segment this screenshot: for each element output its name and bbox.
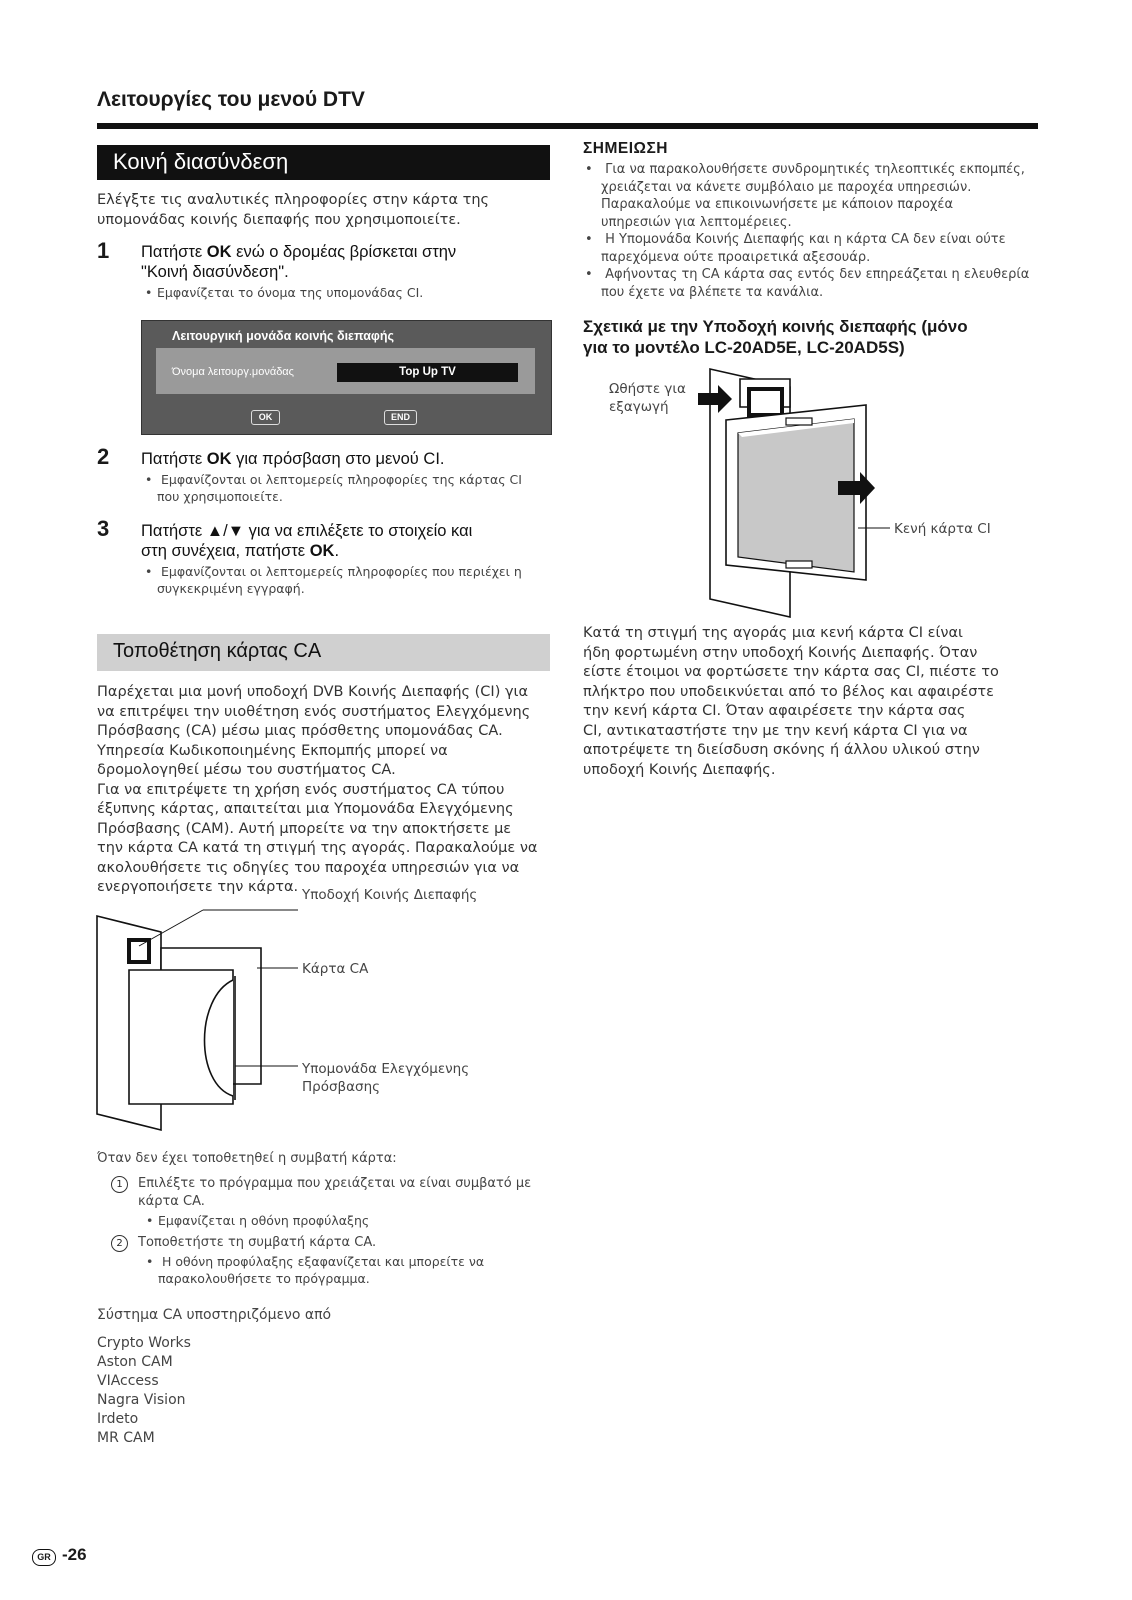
note-line: παρεχόμενα ούτε προαιρετικά αξεσουάρ. bbox=[601, 249, 871, 265]
item2-bullet bbox=[142, 1253, 568, 1287]
note-line: Παρακαλούμε να επικοινωνήσετε με κάποιον παροχέα bbox=[601, 197, 954, 212]
language-badge: GR bbox=[32, 1549, 56, 1566]
module-name-value: Top Up TV bbox=[337, 363, 518, 382]
label-ca-card: Κάρτα CA bbox=[302, 961, 369, 977]
ca-system-item: Irdeto bbox=[97, 1411, 139, 1427]
step-text-part: ενώ ο δρομέας βρίσκεται στην bbox=[231, 243, 457, 261]
bullet-line: συγκεκριμένη εγγραφή. bbox=[157, 581, 305, 596]
step-number: 1 bbox=[97, 238, 110, 263]
para-line: δρομολογηθεί μέσω του συστήματος CA. bbox=[97, 762, 396, 778]
step3-bullet bbox=[141, 563, 577, 597]
label-line: Υπομονάδα Ελεγχόμενης bbox=[302, 1061, 470, 1077]
ca-card-illustration bbox=[95, 908, 300, 1133]
blank-ci-card-illustration bbox=[690, 365, 905, 620]
para-line: Υπηρεσία Κωδικοποιημένης Εκπομπής μπορεί να bbox=[97, 742, 448, 759]
para-line: ακολουθήσετε τις οδηγίες του παροχέα υπηρεσιών για να bbox=[97, 859, 520, 876]
para-line: υποδοχή Κοινής Διεπαφής. bbox=[583, 761, 776, 778]
para-line: αποτρέψετε τη διείσδυση σκόνης ή άλλου υλικού στην bbox=[583, 742, 980, 758]
ci-slot-heading bbox=[583, 316, 1038, 358]
intro-line: υπομονάδας κοινής διεπαφής που χρησιμοποιείτε. bbox=[97, 211, 461, 228]
para-line: να επιτρέψει την υιοθέτηση ενός συστήματος Ελεγχόμενης bbox=[97, 703, 531, 720]
when-no-card-text: Όταν δεν έχει τοποθετηθεί η συμβατή κάρτα: bbox=[97, 1151, 397, 1166]
step2-bullet bbox=[141, 471, 577, 505]
section-title-common-interface: Κοινή διασύνδεση bbox=[97, 145, 550, 180]
end-key-icon: END bbox=[384, 410, 417, 425]
step3-text bbox=[141, 521, 561, 561]
para-line: Πρόσβασης (CA) μέσω μιας πρόσθετης υπομονάδας CA. bbox=[97, 723, 503, 739]
para-line: ήδη φορτωμένη στην υποδοχή Κοινής Διεπαφής. Όταν bbox=[583, 644, 978, 661]
para-line: ενεργοποιήσετε την κάρτα. bbox=[97, 879, 299, 895]
para-line: Για να επιτρέψετε τη χρήση ενός συστήματος CA τύπου bbox=[97, 781, 505, 798]
module-name-label: Όνομα λειτουργ.μονάδας bbox=[172, 366, 294, 378]
para-line: έξυπνης κάρτας, απαιτείται μια Υπομονάδα Ελεγχόμενης bbox=[97, 801, 514, 817]
step-text-part: στη συνέχεια, πατήστε bbox=[141, 542, 310, 560]
circled-number-1: 1 bbox=[111, 1176, 128, 1193]
label-line: εξαγωγή bbox=[609, 399, 669, 415]
heading-line: Σχετικά με την Υποδοχή κοινής διεπαφής (μόνο bbox=[583, 317, 968, 336]
para-line: πλήκτρο που υποδεικνύεται από το βέλος και αφαιρέστε bbox=[583, 683, 994, 700]
supported-ca-list bbox=[97, 1334, 191, 1448]
label-cam bbox=[302, 1060, 469, 1096]
page-header-title: Λειτουργίες του μενού DTV bbox=[97, 88, 365, 111]
step1-text bbox=[141, 242, 561, 282]
step-number: 2 bbox=[97, 444, 110, 469]
section-title-ca-card: Τοποθέτηση κάρτας CA bbox=[97, 634, 550, 671]
para-line: Παρέχεται μια μονή υποδοχή DVB Κοινής Διεπαφής (CI) για bbox=[97, 684, 528, 700]
ca-system-item: Nagra Vision bbox=[97, 1392, 186, 1408]
bullet-line: Η οθόνη προφύλαξης εξαφανίζεται και μπορείτε να bbox=[161, 1254, 485, 1269]
ok-key-label: OK bbox=[309, 542, 335, 560]
note-line: που έχετε να βλέπετε τα κανάλια. bbox=[601, 284, 824, 300]
item1-bullet: • Εμφανίζεται η οθόνη προφύλαξης bbox=[142, 1212, 568, 1229]
note-list bbox=[583, 161, 1038, 301]
blank-ci-card-label: Κενή κάρτα CI bbox=[894, 521, 991, 537]
step-text-part: Πατήστε ▲/▼ για να επιλέξετε το στοιχείο και bbox=[141, 522, 473, 540]
label-line: Πρόσβασης bbox=[302, 1079, 381, 1095]
bullet-line: που χρησιμοποιείτε. bbox=[157, 489, 283, 504]
step2-text bbox=[141, 449, 561, 469]
bullet-line: παρακολουθήσετε το πρόγραμμα. bbox=[158, 1271, 370, 1286]
ci-module-screen bbox=[141, 320, 552, 435]
bullet-line: Εμφανίζονται οι λεπτομερείς πληροφορίες της κάρτας CI bbox=[160, 472, 522, 487]
numbered-item-1 bbox=[111, 1175, 551, 1209]
para-line: την κενή κάρτα CI. Όταν αφαιρέσετε την κάρτα σας bbox=[583, 703, 966, 719]
step-text-part: . bbox=[334, 542, 340, 560]
note-line: υπηρεσιών για λεπτομέρειες. bbox=[601, 214, 792, 230]
ca-system-item: Aston CAM bbox=[97, 1354, 173, 1370]
header-rule bbox=[97, 123, 1038, 129]
heading-line: για το μοντέλο LC-20AD5E, LC-20AD5S) bbox=[583, 338, 905, 357]
note-line: χρειάζεται να κάνετε συμβόλαιο με παροχέα υπηρεσιών. bbox=[601, 179, 972, 195]
ca-system-item: Crypto Works bbox=[97, 1335, 191, 1351]
para-line: την κάρτα CA κατά τη στιγμή της αγοράς. Παρακαλούμε να bbox=[97, 840, 538, 856]
ca-system-item: VIAccess bbox=[97, 1373, 159, 1389]
step-text-part: "Κοινή διασύνδεση". bbox=[141, 263, 289, 281]
note-item bbox=[583, 161, 1038, 231]
circled-number-2: 2 bbox=[111, 1235, 128, 1252]
screen-panel bbox=[156, 348, 535, 394]
step-text-part: για πρόσβαση στο μενού CI. bbox=[231, 450, 445, 468]
note-heading: ΣΗΜΕΙΩΣΗ bbox=[583, 140, 668, 157]
note-line: Αφήνοντας τη CA κάρτα σας εντός δεν επηρεάζεται η ελευθερία bbox=[605, 267, 1030, 282]
step1-bullet: • Εμφανίζεται το όνομα της υπομονάδας CI. bbox=[141, 284, 577, 301]
supported-ca-title: Σύστημα CA υποστηριζόμενο από bbox=[97, 1307, 332, 1323]
section1-intro bbox=[97, 191, 557, 230]
page-number: -26 bbox=[62, 1545, 87, 1564]
note-item bbox=[583, 266, 1038, 301]
item-line: Τοποθετήστε τη συμβατή κάρτα CA. bbox=[138, 1235, 377, 1250]
item-line: Επιλέξτε το πρόγραμμα που χρειάζεται να είναι συμβατό με bbox=[138, 1176, 532, 1191]
ci-slot-paragraph bbox=[583, 624, 1038, 780]
note-line: Η Υπομονάδα Κοινής Διεπαφής και η κάρτα CA δεν είναι ούτε bbox=[605, 232, 1006, 247]
item-line: κάρτα CA. bbox=[138, 1193, 205, 1209]
step-text-part: Πατήστε bbox=[141, 243, 207, 261]
ok-key-icon: OK bbox=[251, 410, 280, 425]
push-to-eject-label bbox=[609, 380, 686, 416]
label-line: Ωθήστε για bbox=[609, 381, 686, 397]
para-line: Κατά τη στιγμή της αγοράς μια κενή κάρτα CI είναι bbox=[583, 625, 963, 641]
ok-key-label: OK bbox=[206, 450, 232, 468]
note-item bbox=[583, 231, 1038, 266]
para-line: CI, αντικαταστήστε την με την κενή κάρτα CI για να bbox=[583, 722, 968, 739]
step-text-part: Πατήστε bbox=[141, 450, 207, 468]
para-line: είστε έτοιμοι να φορτώσετε την κάρτα σας CI, πιέστε το bbox=[583, 664, 999, 680]
label-ci-slot: Υποδοχή Κοινής Διεπαφής bbox=[302, 887, 478, 903]
step-number: 3 bbox=[97, 516, 110, 541]
ok-key-label: OK bbox=[206, 243, 232, 261]
numbered-item-2 bbox=[111, 1234, 551, 1252]
ca-system-item: MR CAM bbox=[97, 1430, 155, 1446]
section2-paragraph bbox=[97, 683, 562, 898]
para-line: Πρόσβασης (CAM). Αυτή μπορείτε να την αποκτήσετε με bbox=[97, 820, 512, 837]
intro-line: Ελέγξτε τις αναλυτικές πληροφορίες στην κάρτα της bbox=[97, 192, 490, 208]
bullet-line: Εμφανίζονται οι λεπτομερείς πληροφορίες που περιέχει η bbox=[160, 564, 522, 579]
screen-title: Λειτουργική μονάδα κοινής διεπαφής bbox=[172, 329, 394, 343]
note-line: Για να παρακολουθήσετε συνδρομητικές τηλεοπτικές εκπομπές, bbox=[605, 162, 1025, 177]
